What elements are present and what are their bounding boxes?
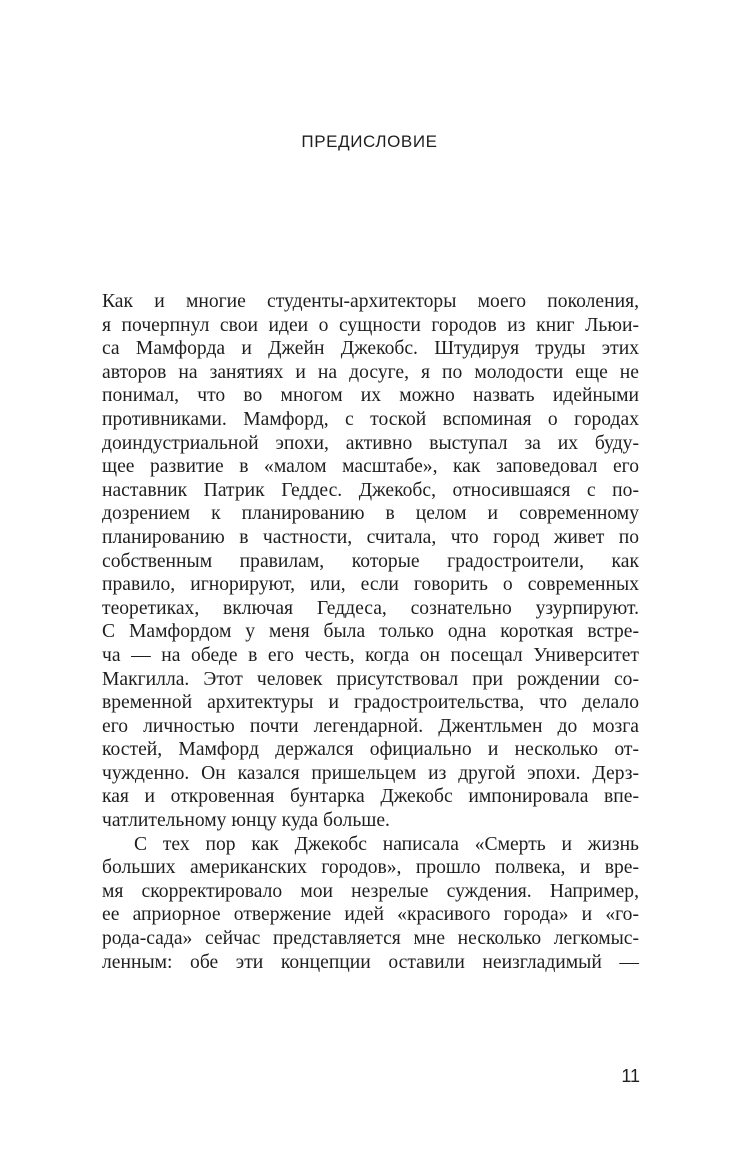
text-line: ча — на обеде в его честь, когда он посещал Университет <box>102 644 639 666</box>
text-line: С Мамфордом у меня была только одна короткая встре- <box>102 621 639 643</box>
text-line: дозрением к планированию в целом и современному <box>102 503 639 525</box>
text-line: собственным правилам, которые градостроители, как <box>102 550 639 572</box>
text-line: щее развитие в «малом масштабе», как заповедовал его <box>102 456 639 478</box>
text-line: мя скорректировало мои незрелые суждения. Например, <box>102 880 639 902</box>
text-line: ленным: обе эти концепции оставили неизгладимый — <box>102 951 639 973</box>
text-line: са Мамфорда и Джейн Джекобс. Штудируя труды этих <box>102 338 639 360</box>
text-line: костей, Мамфорд держался официально и несколько от- <box>102 739 639 761</box>
text-line: понимал, что во многом их можно назвать идейными <box>102 385 639 407</box>
text-line: авторов на занятиях и на досуге, я по молодости еще не <box>102 361 639 383</box>
text-line: противниками. Мамфорд, с тоской вспоминая о городах <box>102 408 639 430</box>
text-line: его личностью почти легендарной. Джентльмен до мозга <box>102 715 639 737</box>
paragraph-1 <box>102 290 639 833</box>
text-line: теоретиках, включая Геддеса, сознательно узурпируют. <box>102 597 639 619</box>
text-line: ее априорное отвержение идей «красивого города» и «го- <box>102 904 639 926</box>
text-line: правило, игнорируют, или, если говорить о современных <box>102 574 639 596</box>
text-line: Макгилла. Этот человек присутствовал при рождении со- <box>102 668 639 690</box>
text-line: планированию в частности, считала, что город живет по <box>102 526 639 548</box>
text-line: чужденно. Он казался пришельцем из другой эпохи. Дерз- <box>102 762 639 784</box>
text-line: рода-сада» сейчас представляется мне несколько легкомыс- <box>102 928 639 950</box>
text-line: доиндустриальной эпохи, активно выступал за их буду- <box>102 432 639 454</box>
paragraph-2 <box>102 833 639 975</box>
text-line: С тех пор как Джекобс написала «Смерть и жизнь <box>134 833 639 855</box>
text-line: я почерпнул свои идеи о сущности городов из книг Льюи- <box>102 314 639 336</box>
text-line: Как и многие студенты-архитекторы моего поколения, <box>102 291 639 312</box>
page-number: 11 <box>621 1066 640 1086</box>
text-line: чатлительному юнцу куда больше. <box>102 810 390 832</box>
body-text <box>102 290 639 974</box>
text-line: временной архитектуры и градостроительства, что делало <box>102 692 639 714</box>
text-line: кая и откровенная бунтарка Джекобс импонировала впе- <box>102 786 639 808</box>
chapter-heading: ПРЕДИСЛОВИЕ <box>301 132 438 151</box>
text-line: больших американских городов», прошло полвека, и вре- <box>102 857 639 879</box>
text-line: наставник Патрик Геддес. Джекобс, относившаяся с по- <box>102 479 639 501</box>
